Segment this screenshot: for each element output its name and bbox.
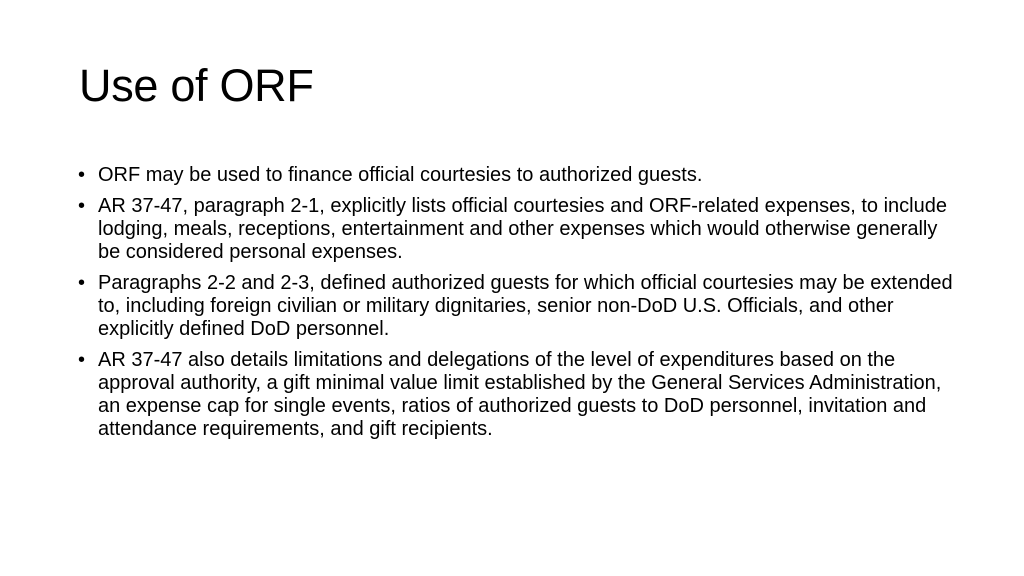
bullet-item	[77, 195, 957, 264]
bullet-item	[77, 164, 957, 187]
slide-title: Use of ORF	[79, 60, 314, 111]
bullet-dot-icon: •	[78, 349, 86, 371]
bullet-list	[77, 164, 957, 449]
bullet-dot-icon: •	[78, 272, 86, 294]
bullet-text: Paragraphs 2-2 and 2-3, defined authorized guests for which official courtesies may be extended to, including foreign civilian or military dignitaries, senior non-DoD U.S. Officials, and other explicitly defined DoD personnel.	[98, 272, 953, 340]
bullet-text: AR 37-47, paragraph 2-1, explicitly lists official courtesies and ORF-related expenses, to include lodging, meals, receptions, entertainment and other expenses which would otherwise generally be considered personal expenses.	[98, 195, 947, 263]
bullet-dot-icon: •	[78, 164, 86, 186]
bullet-text: AR 37-47 also details limitations and delegations of the level of expenditures based on the approval authority, a gift minimal value limit established by the General Services Administration, an expense cap for single events, ratios of authorized guests to DoD personnel, invitation and attendance requirements, and gift recipients.	[98, 349, 942, 440]
bullet-item	[77, 349, 957, 441]
bullet-item	[77, 272, 957, 341]
bullet-text: ORF may be used to finance official courtesies to authorized guests.	[98, 164, 703, 186]
bullet-dot-icon: •	[78, 195, 86, 217]
